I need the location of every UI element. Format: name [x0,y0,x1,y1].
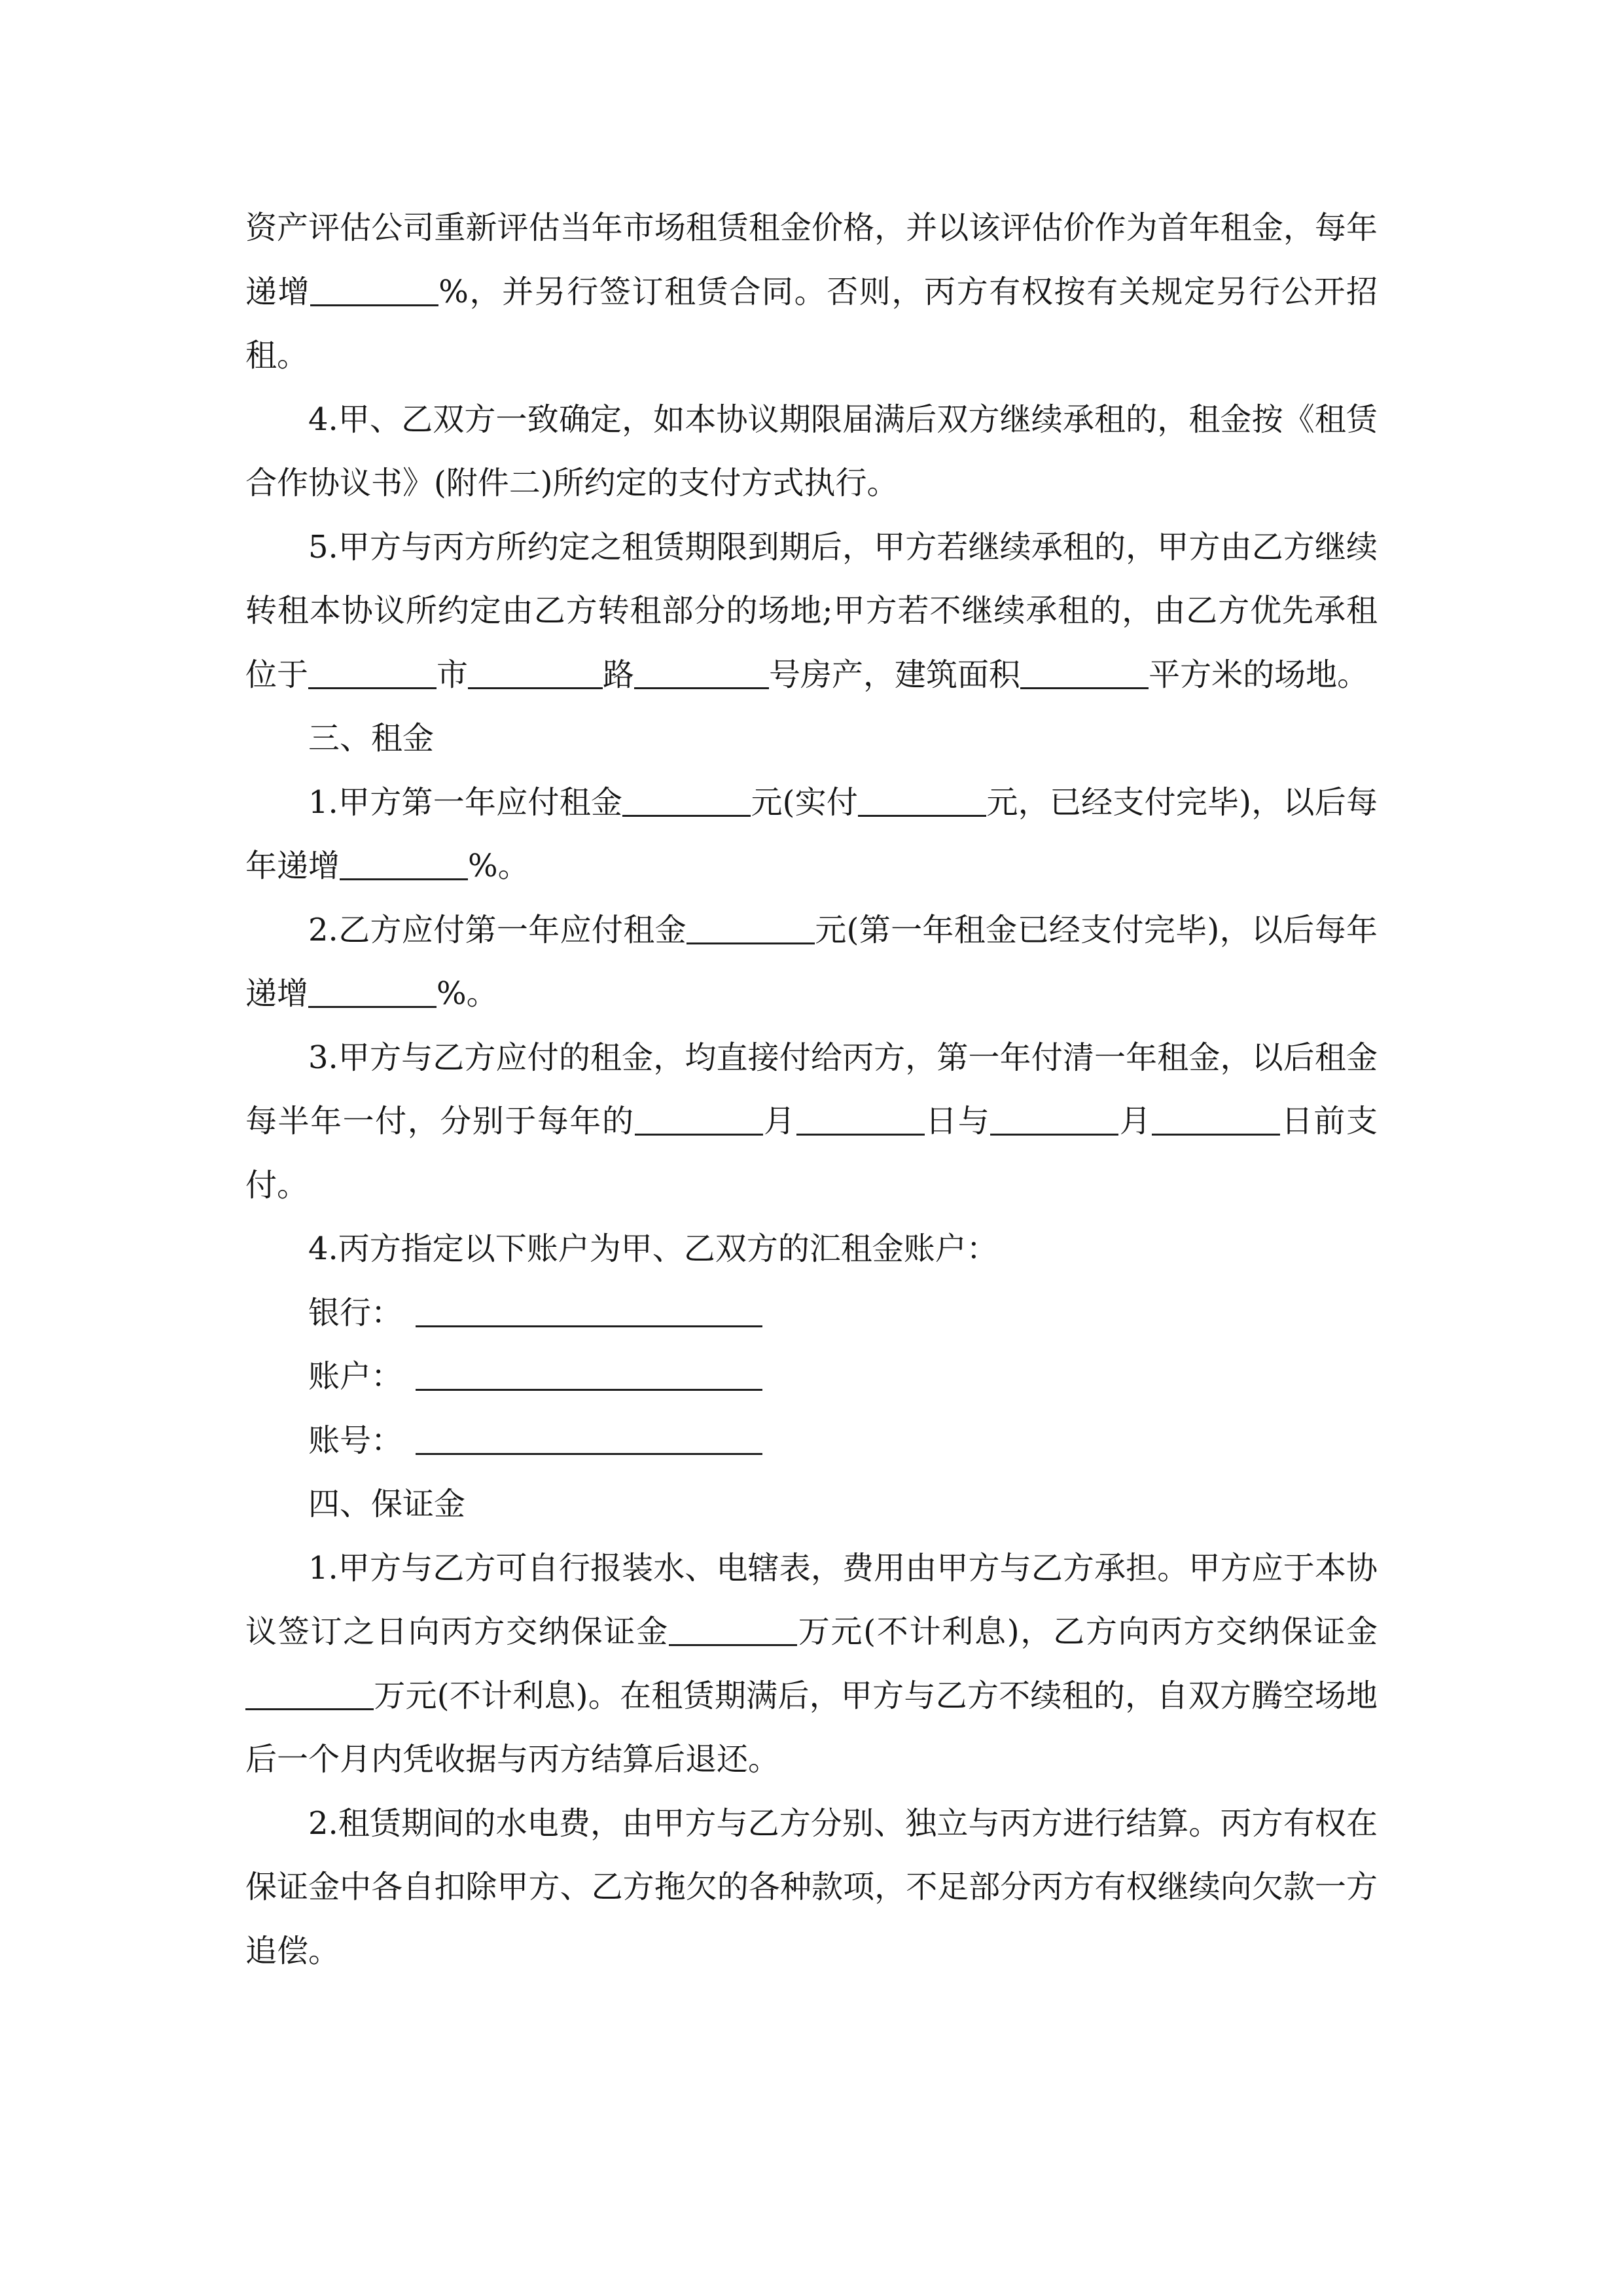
account-number-row [245,1409,1378,1473]
blank-actual-paid [858,789,986,817]
paragraph-text: 路 [603,656,635,693]
paragraph-text: 5.甲方与丙方所约定之租赁期限到期后，甲方若继续承租的，甲方由乙方继续转租本协议所约定由乙方转租部分的场地;甲方若不继续承租的，由乙方优先承租位于 [245,528,1378,693]
paragraph-text: 日与 [924,1103,991,1139]
blank-party-a-deposit [669,1618,797,1646]
account-bank-row [245,1282,1378,1346]
blank-road [468,661,603,689]
document-body [245,196,1378,1983]
account-name-line [416,1363,762,1391]
paragraph-text: %。 [437,975,498,1012]
paragraph-renewal-rent: 4.甲、乙双方一致确定，如本协议期限届满后双方继续承租的，租金按《租赁合作协议书》(附件二)所约定的支付方式执行。 [245,401,1378,501]
paragraph-text: 月 [1118,1103,1152,1139]
paragraph-text: 元(第一年租金已经支付完毕)，以后每年递增 [245,911,1378,1012]
paragraph-party-a-rent [245,771,1378,899]
paragraph-text: 元(实付 [751,783,859,821]
blank-floor-area [1020,661,1149,689]
paragraph-text: 市 [437,656,469,693]
paragraph-text: 2.乙方应付第一年应付租金 [308,911,687,948]
blank-party-a-increase [340,852,468,880]
blank-party-a-rent [622,789,751,817]
paragraph-text: %，并另行签订租赁合同。否则，丙方有权按有关规定另行公开招租。 [245,273,1378,374]
paragraph-text: 月 [762,1103,796,1139]
paragraph-payment-schedule [245,1026,1378,1218]
account-name-row [245,1345,1378,1409]
paragraph-account-designation: 4.丙方指定以下账户为甲、乙双方的汇租金账户： [308,1230,998,1267]
blank-increase-rate [310,278,438,306]
paragraph-deposit [245,1537,1378,1792]
paragraph-text: 号房产，建筑面积 [769,656,1021,693]
blank-party-b-rent [687,916,815,944]
account-number-line [416,1427,762,1455]
paragraph-text: 1.甲方与乙方可自行报装水、电辖表，费用由甲方与乙方承担。甲方应于本协议签订之日向丙方交纳保证金 [245,1549,1378,1650]
blank-party-b-increase [308,980,437,1008]
paragraph-text: 3.甲方与乙方应付的租金，均直接付给丙方，第一年付清一年租金，以后租金每半年一付，分别于每年的 [245,1039,1378,1139]
paragraph-text: 元，已经支付完毕)，以后每年递增 [245,783,1378,884]
account-bank-line [416,1299,762,1327]
blank-month-1 [635,1107,763,1136]
section-heading-rent: 三、租金 [308,720,435,757]
account-name-label: 账户： [308,1358,403,1395]
blank-day-1 [796,1107,925,1136]
blank-month-2 [990,1107,1118,1136]
blank-house-number [634,661,769,689]
account-number-label: 账号： [308,1422,403,1459]
blank-party-b-deposit [245,1682,374,1710]
account-bank-label: 银行： [308,1294,403,1331]
paragraph-rent-reassessment [245,196,1378,388]
paragraph-text: 日前支付。 [245,1103,1378,1204]
paragraph-text: 平方米的场地。 [1149,656,1369,693]
paragraph-utility-settlement: 2.租赁期间的水电费，由甲方与乙方分别、独立与丙方进行结算。丙方有权在保证金中各自扣除甲方、乙方拖欠的各种款项，不足部分丙方有权继续向欠款一方追偿。 [245,1804,1378,1969]
paragraph-text: 万元(不计利息)，乙方向丙方交纳保证金 [796,1613,1378,1650]
paragraph-party-b-rent [245,899,1378,1026]
paragraph-text: 万元(不计利息)。在租赁期满后，甲方与乙方不续租的，自双方腾空场地后一个月内凭收据与丙方结算后退还。 [245,1677,1378,1778]
blank-day-2 [1152,1107,1280,1136]
section-heading-deposit: 四、保证金 [308,1486,466,1522]
paragraph-text: 资产评估公司重新评估当年市场租赁租金价格，并以该评估价作为首年租金，每年递增 [245,209,1378,310]
paragraph-text: 1.甲方第一年应付租金 [308,783,623,821]
blank-city [308,661,437,689]
paragraph-text: %。 [468,848,529,884]
paragraph-sublease-priority [245,516,1378,708]
